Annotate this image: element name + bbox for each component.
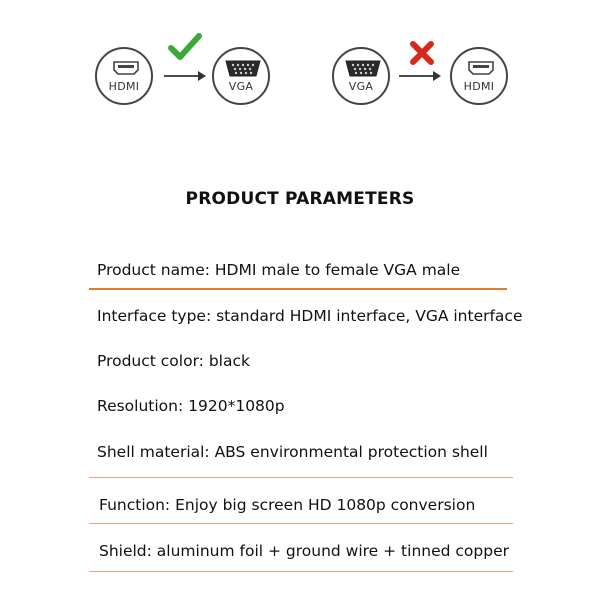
hdmi-label-right: HDMI xyxy=(463,80,495,93)
arrow-right-icon xyxy=(162,69,208,83)
hdmi-port-node xyxy=(95,47,153,105)
hdmi-label: HDMI xyxy=(108,80,140,93)
hdmi-port-node-right xyxy=(450,47,508,105)
divider-accent xyxy=(89,288,507,290)
param-shell-material: Shell material: ABS environmental protection shell xyxy=(97,443,488,461)
vga-port-node-right xyxy=(332,47,390,105)
vga-label: VGA xyxy=(228,80,254,93)
param-product-name: Product name: HDMI male to female VGA male xyxy=(97,261,461,279)
checkmark-icon xyxy=(168,32,202,62)
param-product-color: Product color: black xyxy=(97,352,250,370)
arrow-right-icon-2 xyxy=(397,69,443,83)
vga-port-icon xyxy=(214,49,272,107)
hdmi-port-icon-right xyxy=(452,49,510,107)
param-shield: Shield: aluminum foil + ground wire + tinned copper xyxy=(99,542,509,560)
divider xyxy=(89,523,513,524)
section-title: PRODUCT PARAMETERS xyxy=(185,189,415,209)
param-function: Function: Enjoy big screen HD 1080p conversion xyxy=(99,496,476,514)
cross-mark-icon xyxy=(409,41,435,65)
vga-port-icon-right xyxy=(334,49,392,107)
hdmi-port-icon xyxy=(97,49,155,107)
param-resolution: Resolution: 1920*1080p xyxy=(97,397,285,415)
conversion-diagram xyxy=(0,0,600,130)
param-interface-type: Interface type: standard HDMI interface, VGA interface xyxy=(97,307,523,325)
divider xyxy=(89,477,513,478)
divider xyxy=(89,571,513,572)
vga-label-right: VGA xyxy=(348,80,374,93)
vga-port-node xyxy=(212,47,270,105)
